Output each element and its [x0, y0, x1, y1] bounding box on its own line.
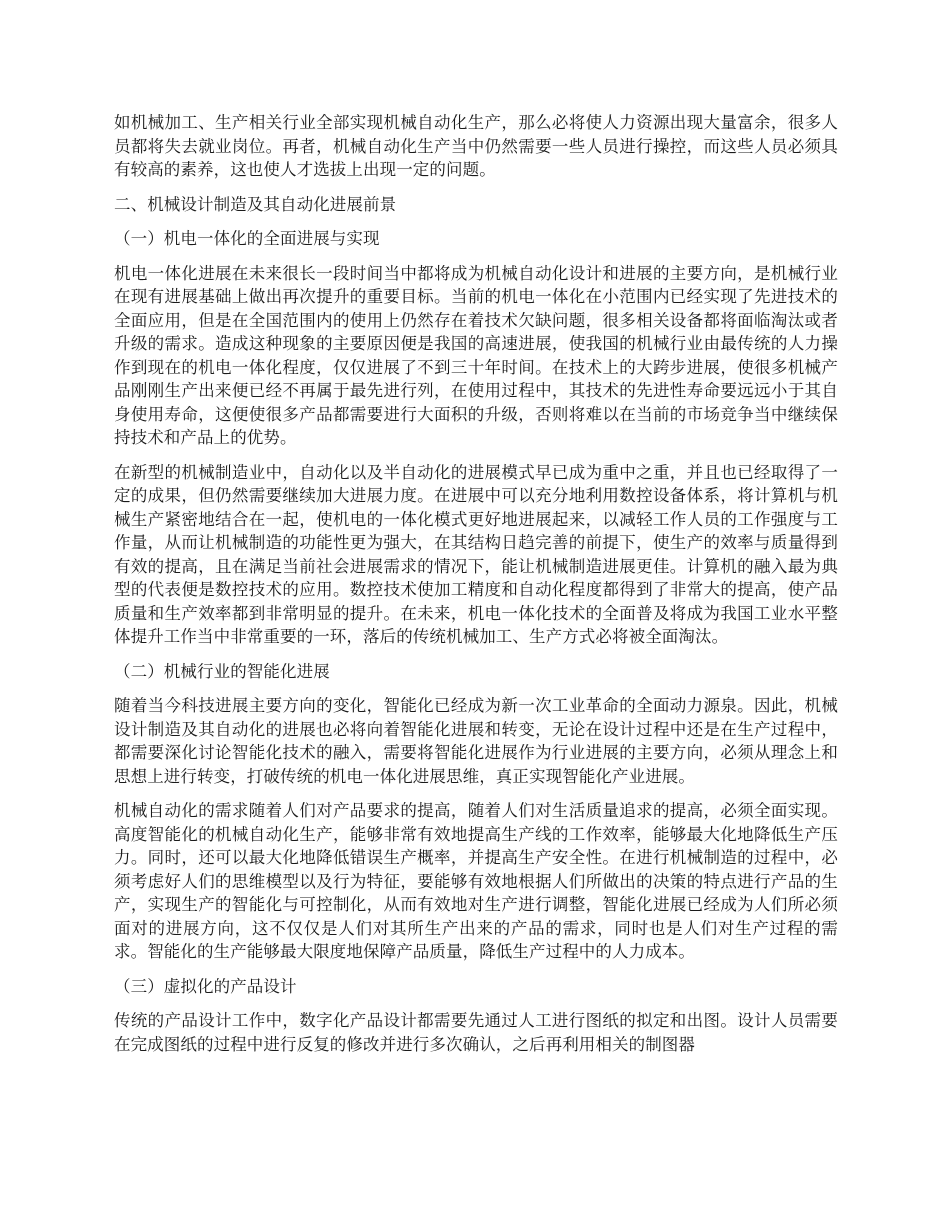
document-body [114, 111, 838, 1067]
subheading-intelligent: （二）机械行业的智能化进展 [114, 661, 330, 681]
paragraph-virtual-design-1: 传统的产品设计工作中，数字化产品设计都需要先通过人工进行图纸的拟定和出图。设计人员需要在完成图纸的过程中进行反复的修改并进行多次确认，之后再利用相关的制图器 [114, 1011, 838, 1054]
subheading-virtual-design: （三）虚拟化的产品设计 [114, 976, 297, 996]
paragraph-mechatronics-1: 机电一体化进展在未来很长一段时间当中都将成为机械自动化设计和进展的主要方向，是机械行业在现有进展基础上做出再次提升的重要目标。当前的机电一体化在小范围内已经实现了先进技术的全面应用，但是在全国范围内的使用上仍然存在着技术欠缺问题，很多相关设备都将面临淘汰或者升级的需求。造成这种现象的主要原因便是我国的高速进展，使我国的机械行业由最传统的人力操作到现在的机电一体化程度，仅仅进展了不到三十年时间。在技术上的大跨步进展，使很多机械产品刚刚生产出来便已经不再属于最先进行列，在使用过程中，其技术的先进性寿命要远远小于其自身使用寿命，这便使很多产品都需要进行大面积的升级，否则将难以在当前的市场竞争当中继续保持技术和产品上的优势。 [114, 263, 838, 447]
paragraph-intro-continuation: 如机械加工、生产相关行业全部实现机械自动化生产，那么必将使人力资源出现大量富余，很多人员都将失去就业岗位。再者，机械自动化生产当中仍然需要一些人员进行操控，而这些人员必须具有较高的素养，这也使人才选拔上出现一定的问题。 [114, 113, 838, 179]
paragraph-mechatronics-2: 在新型的机械制造业中，自动化以及半自动化的进展模式早已成为重中之重，并且也已经取得了一定的成果，但仍然需要继续加大进展力度。在进展中可以充分地利用数控设备体系，将计算机与机械生产紧密地结合在一起，使机电的一体化模式更好地进展起来，以减轻工作人员的工作强度与工作量，从而让机械制造的功能性更为强大，在其结构日趋完善的前提下，使生产的效率与质量得到有效的提高，且在满足当前社会进展需求的情况下，能让机械制造进展更佳。计算机的融入最为典型的代表便是数控技术的应用。数控技术使加工精度和自动化程度都得到了非常大的提高，使产品质量和生产效率都到非常明显的提升。在未来，机电一体化技术的全面普及将成为我国工业水平整体提升工作当中非常重要的一环，落后的传统机械加工、生产方式必将被全面淘汰。 [114, 462, 838, 646]
paragraph-intelligent-2: 机械自动化的需求随着人们对产品要求的提高，随着人们对生活质量追求的提高，必须全面实现。高度智能化的机械自动化生产，能够非常有效地提高生产线的工作效率，能够最大化地降低生产压力。同时，还可以最大化地降低错误生产概率，并提高生产安全性。在进行机械制造的过程中，必须考虑好人们的思维模型以及行为特征，要能够有效地根据人们所做出的决策的特点进行产品的生产，实现生产的智能化与可控制化，从而有效地对生产进行调整，智能化进展已经成为人们所必须面对的进展方向，这不仅仅是人们对其所生产出来的产品的需求，同时也是人们对生产过程的需求。智能化的生产能够最大限度地保障产品质量，降低生产过程中的人力成本。 [114, 801, 838, 961]
paragraph-intelligent-1: 随着当今科技进展主要方向的变化，智能化已经成为新一次工业革命的全面动力源泉。因此，机械设计制造及其自动化的进展也必将向着智能化进展和转变，无论在设计过程中还是在生产过程中，都需要深化讨论智能化技术的融入，需要将智能化进展作为行业进展的主要方向，必须从理念上和思想上进行转变，打破传统的机电一体化进展思维，真正实现智能化产业进展。 [114, 696, 838, 786]
subheading-mechatronics: （一）机电一体化的全面进展与实现 [114, 229, 380, 248]
section-heading-prospects: 二、机械设计制造及其自动化进展前景 [114, 194, 397, 214]
